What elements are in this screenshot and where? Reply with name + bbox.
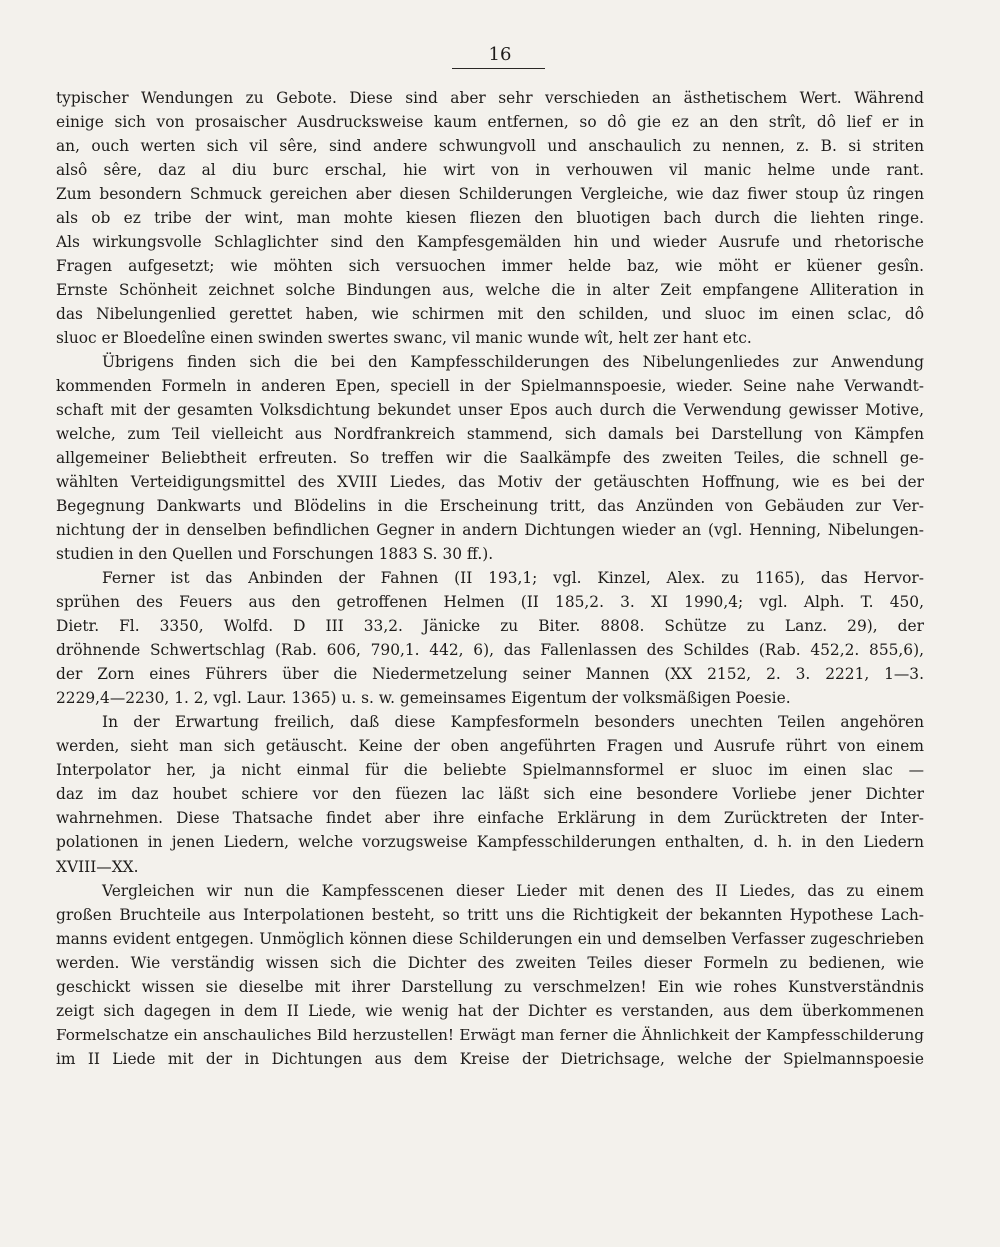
text-line: allgemeiner Beliebtheit erfreuten. So treffen wir die Saalkämpfe des zweiten Teiles, die schnell ge-: [56, 449, 924, 468]
text-line: Begegnung Dankwarts und Blödelins in die Erscheinung tritt, das Anzünden von Gebäuden zur Ver-: [56, 497, 924, 516]
text-line: 2229,4—2230, 1. 2, vgl. Laur. 1365) u. s. w. gemeinsames Eigentum der volksmäßigen Poesie.: [56, 689, 791, 708]
page-number: 16: [488, 44, 512, 65]
text-line: geschickt wissen sie dieselbe mit ihrer Darstellung zu verschmelzen! Ein wie rohes Kunstverständnis: [56, 977, 924, 996]
text-line: manns evident entgegen. Unmöglich können diese Schilderungen ein und demselben Verfasser zugeschrieben: [56, 929, 924, 948]
text-line: wählten Verteidigungsmittel des XVIII Liedes, das Motiv der getäuschten Hoffnung, wie es bei der: [56, 473, 924, 492]
text-line: werden, sieht man sich getäuscht. Keine der oben angeführten Fragen und Ausrufe rührt von einem: [56, 737, 924, 756]
text-line: typischer Wendungen zu Gebote. Diese sind aber sehr verschieden an ästhetischem Wert. Während: [56, 89, 924, 107]
text-line: Interpolator her, ja nicht einmal für die beliebte Spielmannsformel er sluoc im einen slac —: [56, 761, 924, 780]
text-line: Dietr. Fl. 3350, Wolfd. D III 33,2. Jänicke zu Biter. 8808. Schütze zu Lanz. 29), der: [56, 617, 924, 636]
text-line: einige sich von prosaischer Ausdrucksweise kaum entfernen, so dô gie ez an den strît, dô lief er in: [56, 113, 924, 132]
text-line: nichtung der in denselben befindlichen Gegner in andern Dichtungen wieder an (vgl. Henning, Nibelungen-: [56, 521, 924, 540]
text-line: wahrnehmen. Diese Thatsache findet aber ihre einfache Erklärung in dem Zurücktreten der Inter-: [56, 809, 924, 828]
text-line: als ob ez tribe der wint, man mohte kiesen fliezen den bluotigen bach durch die liehten ringe.: [56, 209, 924, 228]
text-line: großen Bruchteile aus Interpolationen besteht, so tritt uns die Richtigkeit der bekannten Hypothese Lach-: [56, 905, 924, 924]
text-line: alsô sêre, daz al diu burc erschal, hie wirt von in verhouwen vil manic helme unde rant.: [56, 161, 924, 180]
text-line: im II Liede mit der in Dichtungen aus dem Kreise der Dietrichsage, welche der Spielmannspoesie: [56, 1049, 924, 1068]
body-text: [56, 86, 924, 1071]
text-line: schaft mit der gesamten Volksdichtung bekundet unser Epos auch durch die Verwendung gewisser Motive,: [56, 401, 924, 420]
text-line: dröhnende Schwertschlag (Rab. 606, 790,1. 442, 6), das Fallenlassen des Schildes (Rab. 452,2. 855,6),: [56, 641, 924, 660]
text-line: welche, zum Teil vielleicht aus Nordfrankreich stammend, sich damals bei Darstellung von Kämpfen: [56, 425, 924, 444]
text-line: Übrigens finden sich die bei den Kampfesschilderungen des Nibelungenliedes zur Anwendung: [102, 353, 924, 372]
text-line: Fragen aufgesetzt; wie möhten sich versuochen immer helde baz, wie möht er küener gesîn.: [56, 257, 924, 276]
text-line: sprühen des Feuers aus den getroffenen Helmen (II 185,2. 3. XI 1990,4; vgl. Alph. T. 450,: [56, 593, 924, 612]
text-line: In der Erwartung freilich, daß diese Kampfesformeln besonders unechten Teilen angehören: [102, 713, 924, 732]
text-line: Zum besondern Schmuck gereichen aber diesen Schilderungen Vergleiche, wie daz fiwer stoup ûz ringen: [56, 185, 924, 204]
text-line: studien in den Quellen und Forschungen 1883 S. 30 ff.).: [56, 545, 494, 564]
text-line: der Zorn eines Führers über die Niedermetzelung seiner Mannen (XX 2152, 2. 3. 2221, 1—3.: [56, 665, 924, 684]
text-line: Vergleichen wir nun die Kampfesscenen dieser Lieder mit denen des II Liedes, das zu einem: [102, 881, 924, 900]
text-line: sluoc er Bloedelîne einen swinden swertes swanc, vil manic wunde wît, helt zer hant etc.: [56, 329, 752, 348]
text-line: daz im daz houbet schiere vor den füezen lac läßt sich eine besondere Vorliebe jener Dichter: [56, 785, 924, 804]
text-line: Ferner ist das Anbinden der Fahnen (II 193,1; vgl. Kinzel, Alex. zu 1165), das Hervor-: [102, 569, 924, 588]
text-line: an, ouch werten sich vil sêre, sind andere schwungvoll und anschaulich zu nennen, z. B. si striten: [56, 137, 924, 156]
text-line: Als wirkungsvolle Schlaglichter sind den Kampfesgemälden hin und wieder Ausrufe und rhetorische: [56, 233, 924, 252]
text-line: polationen in jenen Liedern, welche vorzugsweise Kampfesschilderungen enthalten, d. h. in den Liedern: [56, 833, 924, 852]
text-line: Formelschatze ein anschauliches Bild herzustellen! Erwägt man ferner die Ähnlichkeit der Kampfesschilderung: [56, 1025, 924, 1044]
header-rule: [452, 68, 545, 69]
text-line: das Nibelungenlied gerettet haben, wie schirmen mit den schilden, und sluoc im einen sclac, dô: [56, 305, 924, 324]
text-line: XVIII—XX.: [56, 857, 139, 876]
text-line: werden. Wie verständig wissen sich die Dichter des zweiten Teiles dieser Formeln zu bedienen, wie: [56, 953, 924, 972]
text-line: zeigt sich dagegen in dem II Liede, wie wenig hat der Dichter es verstanden, aus dem überkommenen: [56, 1001, 924, 1020]
text-line: Ernste Schönheit zeichnet solche Bindungen aus, welche die in alter Zeit empfangene Alliteration in: [56, 281, 924, 300]
text-line: kommenden Formeln in anderen Epen, speciell in der Spielmannspoesie, wieder. Seine nahe Verwandt-: [56, 377, 924, 396]
